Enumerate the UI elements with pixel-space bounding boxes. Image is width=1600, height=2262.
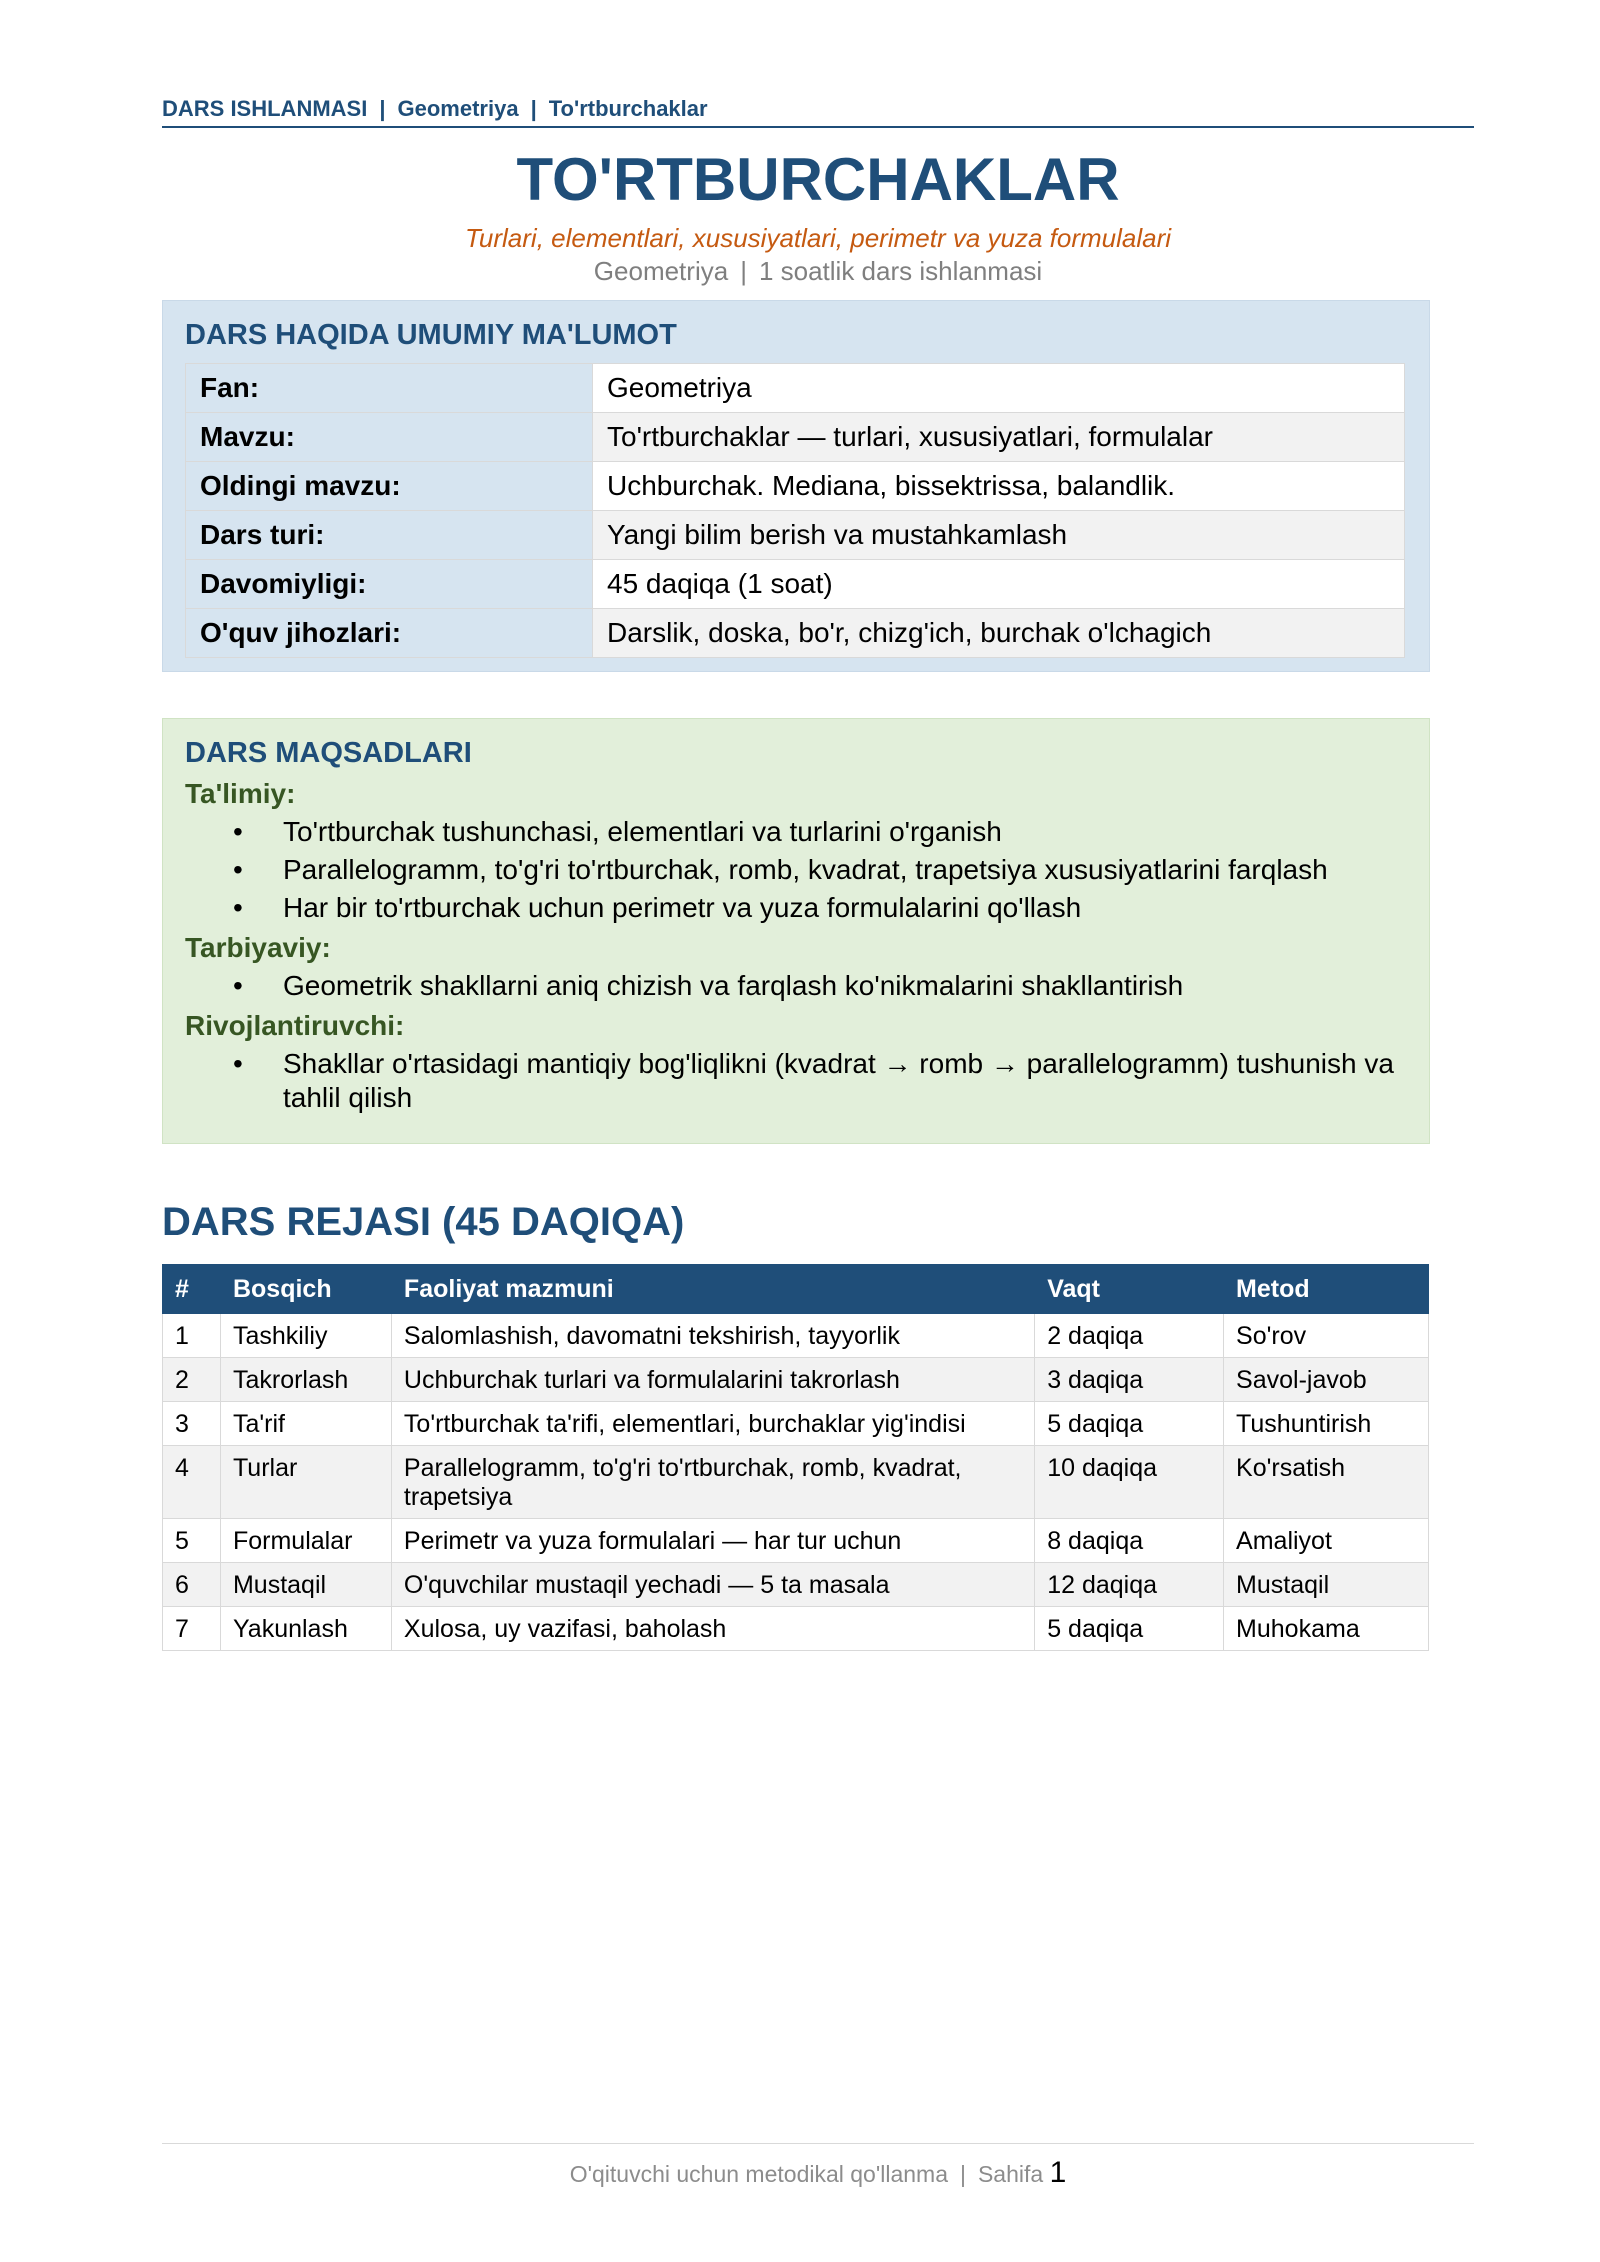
info-value: To'rtburchaklar — turlari, xususiyatlari, formulalar (593, 413, 1405, 462)
cell-stage: Ta'rif (220, 1402, 391, 1446)
cell-time: 5 daqiqa (1035, 1607, 1224, 1651)
info-heading: DARS HAQIDA UMUMIY MA'LUMOT (185, 319, 677, 351)
goals-heading: DARS MAQSADLARI (185, 737, 472, 769)
goal-text: Geometrik shakllarni aniq chizish va farqlash ko'nikmalarini shakllantirish (283, 970, 1184, 1001)
footer-page-number: 1 (1049, 2156, 1067, 2189)
goal-category: Rivojlantiruvchi: (185, 1010, 405, 1041)
cell-activity: Xulosa, uy vazifasi, baholash (391, 1607, 1034, 1651)
goal-list (185, 1047, 1405, 1115)
goal-list (185, 815, 1405, 925)
cell-activity: Parallelogramm, to'g'ri to'rtburchak, romb, kvadrat, trapetsiya (391, 1446, 1034, 1519)
info-key: Mavzu: (186, 413, 593, 462)
goal-category: Ta'limiy: (185, 778, 296, 809)
header-col-activity: Faoliyat mazmuni (391, 1265, 1034, 1314)
bullet-icon: • (233, 1048, 243, 1079)
cell-time: 3 daqiqa (1035, 1358, 1224, 1402)
meta-separator: | (740, 256, 747, 286)
footer-separator: | (959, 2161, 966, 2187)
cell-number: 2 (163, 1358, 221, 1402)
info-value: 45 daqiqa (1 soat) (593, 560, 1405, 609)
lesson-plan-table (162, 1264, 1429, 1651)
header-crumb-3: To'rtburchaklar (548, 96, 708, 121)
title-block (162, 140, 1474, 288)
document-meta (162, 254, 1474, 288)
cell-time: 2 daqiqa (1035, 1314, 1224, 1358)
meta-subject: Geometriya (593, 256, 729, 286)
cell-activity: Perimetr va yuza formulalari — har tur uchun (391, 1519, 1034, 1563)
info-key: Dars turi: (186, 511, 593, 560)
table-header-row (163, 1265, 1429, 1314)
header-col-number: # (163, 1265, 221, 1314)
meta-duration: 1 soatlik dars ishlanmasi (758, 256, 1043, 286)
page-footer (162, 2143, 1474, 2190)
goal-text: Har bir to'rtburchak uchun perimetr va yuza formulalarini qo'llash (283, 892, 1082, 923)
goal-text: Shakllar o'rtasidagi mantiqiy bog'liqlikni (kvadrat → romb → parallelogramm) tushunish va tahlil qilish (283, 1048, 1394, 1113)
cell-activity: Salomlashish, davomatni tekshirish, tayyorlik (391, 1314, 1034, 1358)
running-header (162, 96, 1474, 128)
cell-time: 8 daqiqa (1035, 1519, 1224, 1563)
cell-number: 5 (163, 1519, 221, 1563)
info-value: Yangi bilim berish va mustahkamlash (593, 511, 1405, 560)
cell-time: 12 daqiqa (1035, 1563, 1224, 1607)
cell-number: 6 (163, 1563, 221, 1607)
info-value: Geometriya (593, 364, 1405, 413)
cell-method: Muhokama (1224, 1607, 1429, 1651)
lesson-goals-box (162, 718, 1430, 1144)
cell-number: 7 (163, 1607, 221, 1651)
document-title: TO'RTBURCHAKLAR (516, 146, 1120, 213)
cell-method: Savol-javob (1224, 1358, 1429, 1402)
info-key: Fan: (186, 364, 593, 413)
goal-list (185, 969, 1405, 1003)
bullet-icon: • (233, 816, 243, 847)
cell-method: Ko'rsatish (1224, 1446, 1429, 1519)
table-row (163, 1314, 1429, 1358)
goals-content (185, 737, 1405, 1119)
lesson-info-box (162, 300, 1430, 672)
cell-number: 3 (163, 1402, 221, 1446)
bullet-icon: • (233, 970, 243, 1001)
info-key: Oldingi mavzu: (186, 462, 593, 511)
header-separator: | (530, 96, 537, 121)
cell-stage: Mustaqil (220, 1563, 391, 1607)
info-row (186, 609, 1405, 658)
table-row (163, 1519, 1429, 1563)
cell-number: 4 (163, 1446, 221, 1519)
cell-method: Mustaqil (1224, 1563, 1429, 1607)
table-row (163, 1402, 1429, 1446)
table-row (163, 1607, 1429, 1651)
cell-activity: Uchburchak turlari va formulalarini takrorlash (391, 1358, 1034, 1402)
goal-item (185, 1047, 1405, 1115)
info-key: Davomiyligi: (186, 560, 593, 609)
table-row (163, 1446, 1429, 1519)
table-row (163, 1358, 1429, 1402)
footer-page-label: Sahifa (977, 2161, 1044, 2187)
info-key: O'quv jihozlari: (186, 609, 593, 658)
info-row (186, 364, 1405, 413)
info-table (185, 363, 1405, 658)
header-col-time: Vaqt (1035, 1265, 1224, 1314)
cell-stage: Turlar (220, 1446, 391, 1519)
goal-text: To'rtburchak tushunchasi, elementlari va turlarini o'rganish (283, 816, 1002, 847)
cell-stage: Takrorlash (220, 1358, 391, 1402)
header-col-stage: Bosqich (220, 1265, 391, 1314)
cell-method: Amaliyot (1224, 1519, 1429, 1563)
cell-time: 10 daqiqa (1035, 1446, 1224, 1519)
cell-stage: Formulalar (220, 1519, 391, 1563)
header-crumb-2: Geometriya (397, 96, 519, 121)
header-separator: | (379, 96, 386, 121)
info-row (186, 413, 1405, 462)
plan-heading: DARS REJASI (45 DAQIQA) (162, 1200, 685, 1244)
info-value: Darslik, doska, bo'r, chizg'ich, burchak o'lchagich (593, 609, 1405, 658)
cell-stage: Tashkiliy (220, 1314, 391, 1358)
info-row (186, 462, 1405, 511)
footer-text: O'qituvchi uchun metodikal qo'llanma (569, 2161, 948, 2187)
info-row (186, 511, 1405, 560)
cell-time: 5 daqiqa (1035, 1402, 1224, 1446)
cell-number: 1 (163, 1314, 221, 1358)
cell-activity: O'quvchilar mustaqil yechadi — 5 ta masala (391, 1563, 1034, 1607)
table-row (163, 1563, 1429, 1607)
goal-item (185, 853, 1405, 887)
header-col-method: Metod (1224, 1265, 1429, 1314)
cell-method: Tushuntirish (1224, 1402, 1429, 1446)
goal-item (185, 891, 1405, 925)
bullet-icon: • (233, 854, 243, 885)
header-crumb-1: DARS ISHLANMASI (162, 96, 368, 121)
info-value: Uchburchak. Mediana, bissektrissa, balandlik. (593, 462, 1405, 511)
document-subtitle: Turlari, elementlari, xususiyatlari, perimetr va yuza formulalari (464, 223, 1172, 253)
goal-category: Tarbiyaviy: (185, 932, 331, 963)
cell-stage: Yakunlash (220, 1607, 391, 1651)
goal-text: Parallelogramm, to'g'ri to'rtburchak, romb, kvadrat, trapetsiya xususiyatlarini farqlash (283, 854, 1328, 885)
info-row (186, 560, 1405, 609)
goal-item (185, 815, 1405, 849)
bullet-icon: • (233, 892, 243, 923)
cell-method: So'rov (1224, 1314, 1429, 1358)
cell-activity: To'rtburchak ta'rifi, elementlari, burchaklar yig'indisi (391, 1402, 1034, 1446)
goal-item (185, 969, 1405, 1003)
